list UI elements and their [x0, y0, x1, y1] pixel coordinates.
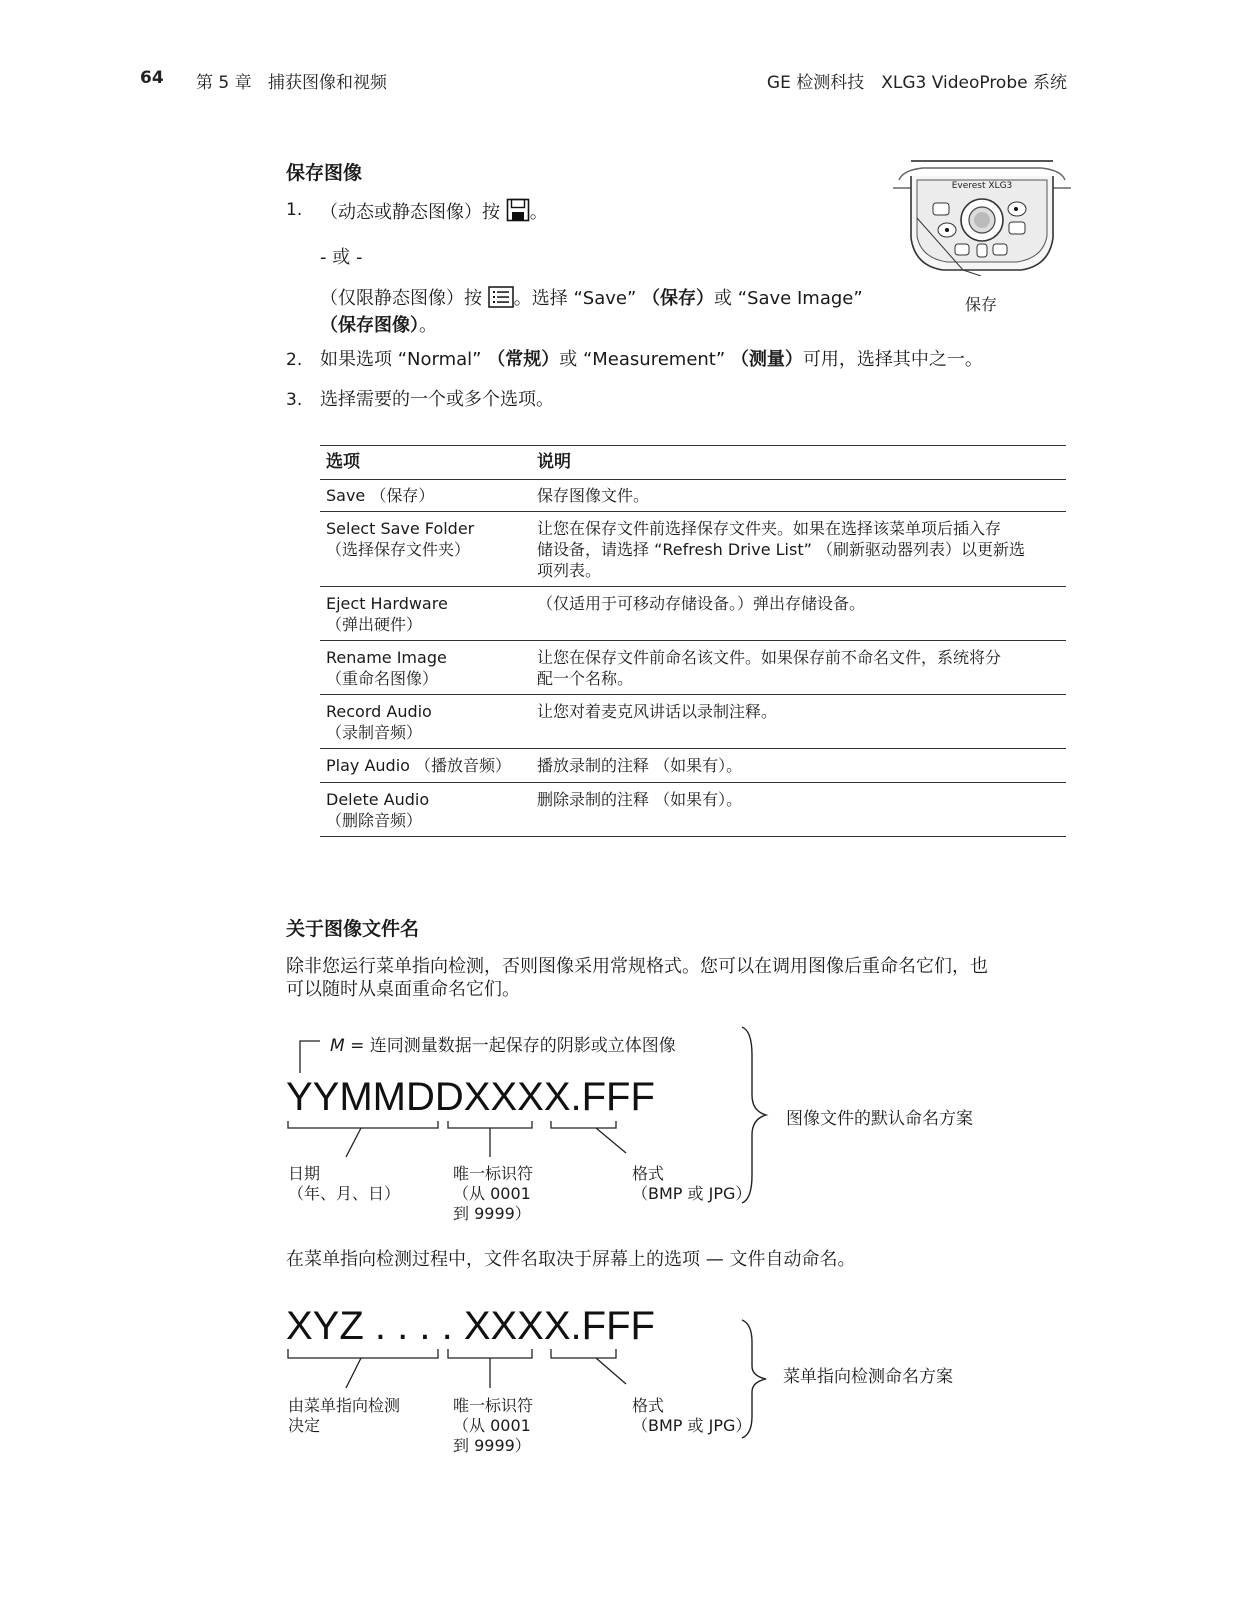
step-2-normal: （常规）: [487, 349, 560, 370]
table-row: [320, 783, 1066, 837]
step-1: [320, 198, 548, 228]
uid-label-line: 到 9999）: [453, 1436, 531, 1455]
step-2: [320, 348, 983, 371]
menu-list-icon: [488, 286, 514, 314]
option-description: 让您在保存文件前命名该文件。如果保存前不命名文件，系统将分: [537, 648, 1002, 667]
option-description: 播放录制的注释 （如果有）。: [537, 756, 743, 775]
menu-directed-label-line: 决定: [288, 1416, 321, 1435]
step-number: 2.: [286, 350, 303, 370]
option-name: Eject Hardware: [326, 594, 448, 613]
option-name-cn: （选择保存文件夹）: [326, 540, 471, 559]
intro-line: 除非您运行菜单指向检测，否则图像采用常规格式。您可以在调用图像后重命名它们，也: [286, 956, 988, 977]
chapter-number: 第 5 章: [196, 73, 252, 93]
table-row: [320, 587, 1066, 641]
uid-label-line: （从 0001: [453, 1416, 531, 1435]
device-caption: 保存: [965, 295, 998, 314]
menu-scheme-label: 菜单指向检测命名方案: [783, 1367, 953, 1387]
step-2-measurement: （测量）: [730, 349, 803, 370]
step-1-text: （动态或静态图像）按: [320, 202, 500, 223]
option-name: Rename Image: [326, 648, 447, 667]
filename-intro: [286, 955, 1076, 1001]
option-name: Record Audio: [326, 702, 432, 721]
date-label: [288, 1164, 400, 1204]
table-header-row: [320, 445, 1066, 480]
option-description: 储设备，请选择 “Refresh Drive List” （刷新驱动器列表）以更新选: [537, 540, 1025, 559]
table-row: [320, 480, 1066, 512]
alt-text-1: （仅限静态图像）按: [320, 288, 482, 309]
step-2-text-a: 如果选项 “Normal”: [320, 349, 482, 370]
uid-label-line: （从 0001: [453, 1184, 531, 1203]
format-label: [632, 1164, 751, 1204]
curly-brace-default: [738, 1025, 772, 1205]
table-header-description: 说明: [537, 452, 571, 472]
table-row: [320, 512, 1066, 587]
save-disk-icon: [506, 198, 530, 228]
alt-bold-save-image: （保存图像）: [320, 315, 419, 336]
uid-label-line: 唯一标识符: [453, 1396, 534, 1415]
option-description: 保存图像文件。: [537, 486, 650, 505]
step-1-end: 。: [529, 202, 548, 223]
option-description: 删除录制的注释 （如果有）。: [537, 790, 743, 809]
format-label: [632, 1396, 751, 1436]
table-header-option: 选项: [326, 452, 360, 472]
intro-line: 可以随时从桌面重命名它们。: [286, 979, 520, 1000]
device-brand-label: Everest XLG3: [951, 181, 1013, 191]
date-label-line: （年、月、日）: [288, 1184, 401, 1203]
m-note-text: = 连同测量数据一起保存的阴影或立体图像: [344, 1036, 676, 1056]
option-name-cn: （删除音频）: [326, 811, 423, 830]
option-description: 让您对着麦克风讲话以录制注释。: [537, 702, 778, 721]
uid-label: [453, 1164, 533, 1224]
format-label-line: 格式: [632, 1164, 665, 1183]
menu-naming-diagram: [286, 1300, 786, 1470]
device-keypad-illustration: [893, 158, 1071, 276]
option-name: Select Save Folder: [326, 519, 475, 538]
curly-brace-menu: [738, 1318, 772, 1440]
uid-label-line: 到 9999）: [453, 1204, 531, 1223]
option-description: 配一个名称。: [537, 669, 634, 688]
page-number: 64: [140, 68, 164, 88]
option-description: （仅适用于可移动存储设备。）弹出存储设备。: [537, 594, 866, 613]
option-description: 项列表。: [537, 561, 602, 580]
product-title: GE 检测科技 XLG3 VideoProbe 系统: [766, 73, 1067, 93]
m-note-letter: M: [330, 1036, 345, 1056]
format-label-line: （BMP 或 JPG）: [632, 1416, 752, 1435]
step-1-alternative: [320, 286, 900, 337]
option-name: Delete Audio: [326, 790, 430, 809]
table-row: [320, 749, 1066, 783]
section-title-save: 保存图像: [286, 162, 363, 184]
format-label-line: （BMP 或 JPG）: [632, 1184, 752, 1203]
default-naming-diagram: [286, 1025, 786, 1235]
alt-text-2: 。选择 “Save”: [513, 288, 637, 309]
option-name-cn: （重命名图像）: [326, 669, 439, 688]
step-2-text-e: 可用，选择其中之一。: [802, 349, 983, 370]
alt-text-3: 或 “Save Image”: [714, 288, 863, 309]
step-2-text-c: 或 “Measurement”: [559, 349, 726, 370]
default-filename-pattern: YYMMDDXXXX.FFF: [286, 1075, 655, 1119]
alt-end: 。: [419, 315, 437, 336]
step-3: 选择需要的一个或多个选项。: [320, 389, 554, 410]
option-name: Play Audio （播放音频）: [326, 756, 512, 775]
options-table: [320, 445, 1066, 837]
menu-directed-label: [288, 1396, 400, 1436]
step-number: 3.: [286, 390, 303, 410]
date-label-line: 日期: [288, 1164, 321, 1183]
uid-label-line: 唯一标识符: [453, 1164, 534, 1183]
option-name: Save （保存）: [326, 486, 435, 505]
option-name-cn: （弹出硬件）: [326, 615, 423, 634]
uid-label: [453, 1396, 533, 1456]
m-note: [330, 1031, 676, 1056]
format-label-line: 格式: [632, 1396, 665, 1415]
option-description: 让您在保存文件前选择保存文件夹。如果在选择该菜单项后插入存: [537, 519, 1002, 538]
table-row: [320, 695, 1066, 749]
option-name-cn: （录制音频）: [326, 723, 423, 742]
section-title-filenames: 关于图像文件名: [286, 918, 420, 940]
menu-directed-label-line: 由菜单指向检测: [288, 1396, 401, 1415]
or-separator: - 或 -: [320, 247, 363, 268]
chapter-title: 捕获图像和视频: [268, 73, 387, 93]
menu-directed-intro: 在菜单指向检测过程中，文件名取决于屏幕上的选项 — 文件自动命名。: [286, 1249, 856, 1270]
alt-bold-save: （保存）: [642, 288, 715, 309]
menu-filename-pattern: XYZ . . . . XXXX.FFF: [286, 1304, 655, 1348]
step-number: 1.: [286, 200, 303, 220]
table-row: [320, 641, 1066, 695]
default-scheme-label: 图像文件的默认命名方案: [786, 1109, 973, 1129]
